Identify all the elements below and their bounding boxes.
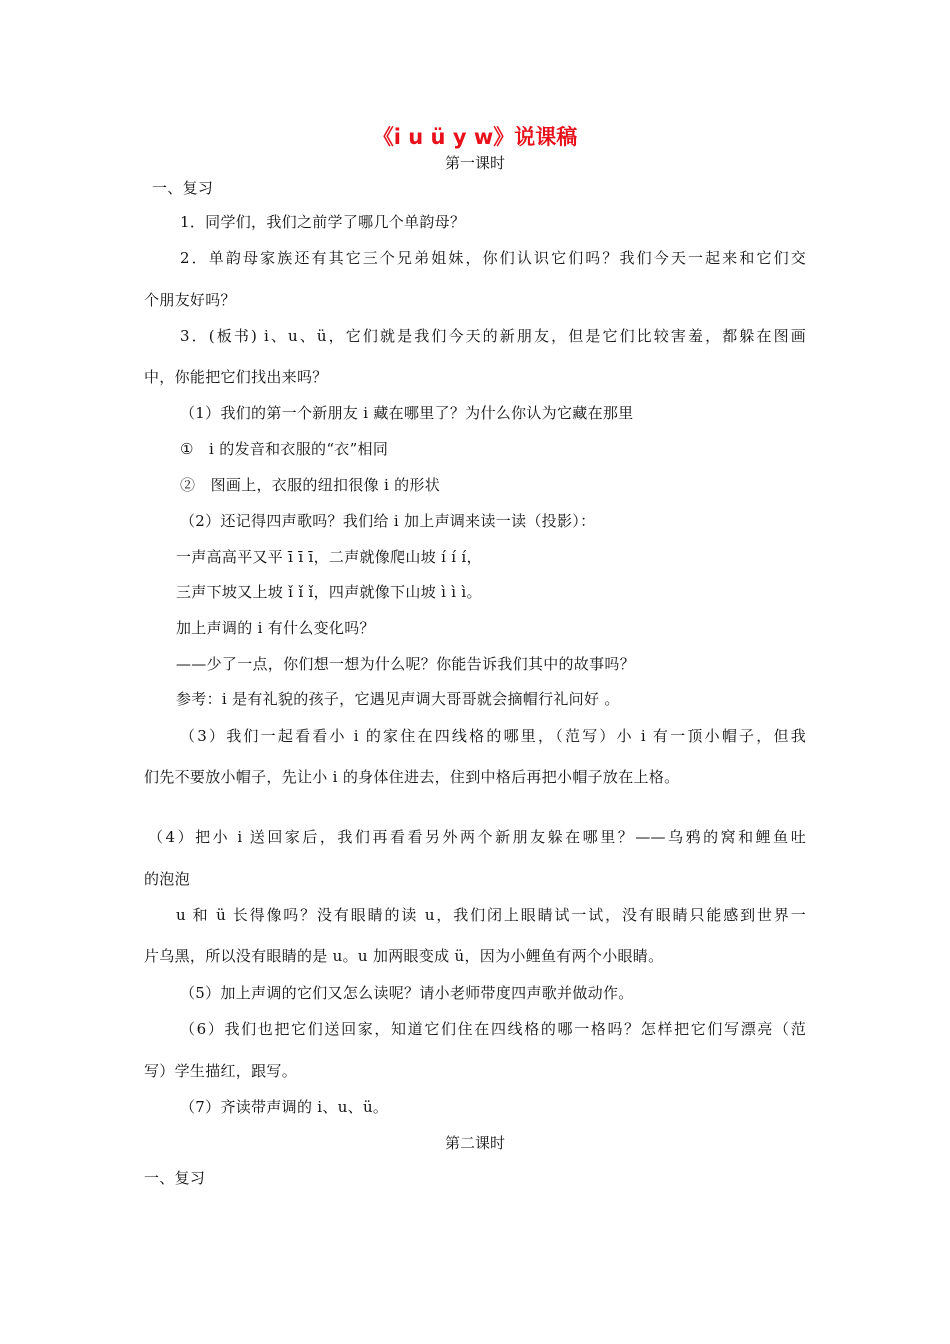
paragraph-line: 个朋友好吗？ — [144, 291, 236, 309]
lesson-one-heading: 第一课时 — [444, 154, 505, 172]
paragraph-line: （5）加上声调的它们又怎么读呢？请小老师带度四声歌并做动作。 — [180, 984, 634, 1002]
paragraph-line: 1．同学们，我们之前学了哪几个单韵母？ — [180, 213, 466, 231]
paragraph-line: ——少了一点，你们想一想为什么呢？你能告诉我们其中的故事吗？ — [176, 655, 636, 673]
paragraph-line: （2）还记得四声歌吗？我们给 i 加上声调来读一读（投影）： — [180, 512, 596, 530]
paragraph-line: 3．(板书) i、u、ü，它们就是我们今天的新朋友，但是它们比较害羞，都躲在图画 — [180, 327, 806, 345]
paragraph-line: 片乌黑，所以没有眼睛的是 u。u 加两眼变成 ü，因为小鲤鱼有两个小眼睛。 — [144, 947, 664, 965]
paragraph-line: 写）学生描红，跟写。 — [144, 1062, 298, 1080]
paragraph-line: 中，你能把它们找出来吗？ — [144, 368, 328, 386]
paragraph-line: 2．单韵母家族还有其它三个兄弟姐妹，你们认识它们吗？我们今天一起来和它们交 — [180, 249, 806, 267]
document-title: 《i u ü y w》说课稿 — [372, 125, 578, 149]
list-item: ① i 的发音和衣服的“衣”相同 — [180, 440, 389, 458]
list-item: ② 图画上，衣服的纽扣很像 i 的形状 — [180, 476, 441, 494]
paragraph-line: （1）我们的第一个新朋友 i 藏在哪里了？为什么你认为它藏在那里 — [180, 404, 634, 422]
paragraph-line: 三声下坡又上坡 ǐ ǐ ǐ，四声就像下山坡 ì ì ì。 — [176, 583, 482, 601]
paragraph-line: （4）把小 i 送回家后，我们再看看另外两个新朋友躲在哪里？——乌鸦的窝和鲤鱼吐 — [148, 828, 806, 846]
paragraph-line: 参考：i 是有礼貌的孩子，它遇见声调大哥哥就会摘帽行礼问好 。 — [176, 690, 620, 708]
paragraph-line: 一声高高平又平 ī ī ī，二声就像爬山坡 í í í， — [176, 548, 482, 566]
section-review-heading: 一、复习 — [152, 179, 214, 197]
paragraph-line: （3）我们一起看看小 i 的家住在四线格的哪里，（范写）小 i 有一顶小帽子，但我 — [180, 727, 806, 745]
section-review-heading: 一、复习 — [144, 1169, 206, 1187]
paragraph-line: 加上声调的 i 有什么变化吗？ — [176, 619, 375, 637]
paragraph-line: 们先不要放小帽子，先让小 i 的身体住进去，住到中格后再把小帽子放在上格。 — [144, 768, 680, 786]
paragraph-line: （7）齐读带声调的 i、u、ü。 — [180, 1098, 389, 1116]
paragraph-line: （6）我们也把它们送回家，知道它们住在四线格的哪一格吗？怎样把它们写漂亮（范 — [180, 1020, 806, 1038]
lesson-two-heading: 第二课时 — [444, 1134, 505, 1152]
paragraph-line: u 和 ü 长得像吗？没有眼睛的读 u，我们闭上眼睛试一试，没有眼睛只能感到世界一 — [176, 906, 806, 924]
paragraph-line: 的泡泡 — [144, 870, 190, 888]
